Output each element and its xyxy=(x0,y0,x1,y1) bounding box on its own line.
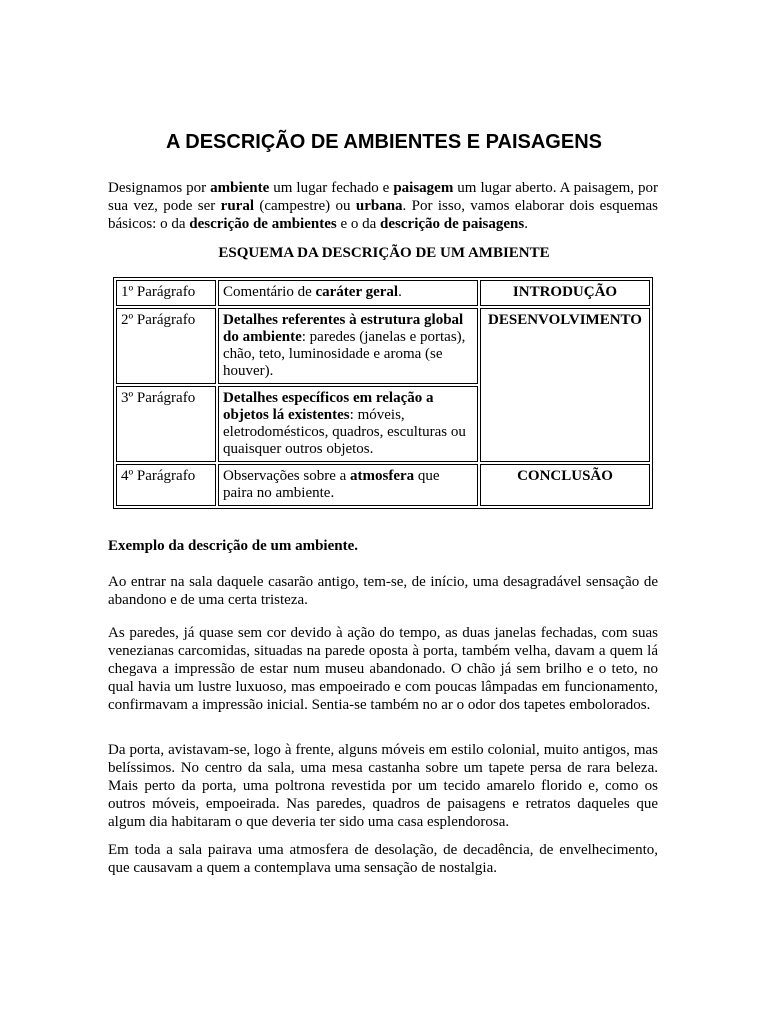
content-seg: : móveis, eletrodomésticos, quadros, esculturas ou quaisquer outros objetos. xyxy=(223,407,466,457)
example-heading: Exemplo da descrição de um ambiente. xyxy=(108,538,358,554)
row-content xyxy=(218,386,478,462)
intro-seg: e o da xyxy=(336,216,381,232)
example-paragraph: Da porta, avistavam-se, logo à frente, alguns móveis em estilo colonial, muito antigos, mas belíssimos. No centro da sala, uma mesa castanha sobre um tapete persa de rara beleza. Mais perto da porta, uma poltrona revestida por um tecido amarelo florido e, como os outros móveis, empoeirada. Nas paredes, quadros de paisagens e retratos daqueles que algum dia habitaram o que deveria ter sido uma casa esplendorosa. xyxy=(108,742,658,830)
content-seg: caráter geral xyxy=(315,284,399,300)
schema-title: ESQUEMA DA DESCRIÇÃO DE UM AMBIENTE xyxy=(218,245,550,261)
row-content xyxy=(218,308,478,384)
content-seg: atmosfera xyxy=(350,468,415,484)
intro-seg: . xyxy=(524,216,528,232)
table-row xyxy=(116,280,650,306)
table-row xyxy=(116,308,650,384)
row-label: 3º Parágrafo xyxy=(116,386,216,462)
example-paragraph: Em toda a sala pairava uma atmosfera de desolação, de decadência, de envelhecimento, que causavam a quem a contemplava uma sensação de nostalgia. xyxy=(108,842,658,876)
row-section: DESENVOLVIMENTO xyxy=(480,308,650,462)
row-label: 4º Parágrafo xyxy=(116,464,216,506)
intro-seg: descrição de paisagens xyxy=(380,216,525,232)
schema-table xyxy=(113,277,653,509)
intro-paragraph xyxy=(108,179,658,233)
table-row xyxy=(116,464,650,506)
content-seg: Detalhes referentes à estrutura global do ambiente xyxy=(223,312,464,345)
content-seg: Comentário de xyxy=(223,284,316,300)
row-label: 1º Parágrafo xyxy=(116,280,216,306)
row-label: 2º Parágrafo xyxy=(116,308,216,384)
content-seg: que paira no ambiente. xyxy=(223,468,440,501)
intro-seg: descrição de ambientes xyxy=(189,216,337,232)
intro-seg: rural xyxy=(220,198,254,214)
intro-seg: paisagem xyxy=(393,180,454,196)
intro-seg: um lugar fechado e xyxy=(269,180,394,196)
example-paragraph: Ao entrar na sala daquele casarão antigo, tem-se, de início, uma desagradável sensação de abandono e de uma certa tristeza. xyxy=(108,574,658,608)
row-section: CONCLUSÃO xyxy=(480,464,650,506)
content-seg: : paredes (janelas e portas), chão, teto, luminosidade e aroma (se houver). xyxy=(223,329,466,379)
row-section: INTRODUÇÃO xyxy=(480,280,650,306)
intro-seg: ambiente xyxy=(210,180,270,196)
content-seg: Detalhes específicos em relação a objetos lá existentes xyxy=(223,390,434,423)
intro-seg: (campestre) ou xyxy=(253,198,356,214)
page-title: A DESCRIÇÃO DE AMBIENTES E PAISAGENS xyxy=(166,131,602,153)
intro-seg: Designamos por xyxy=(108,180,211,196)
content-seg: Observações sobre a xyxy=(223,468,351,484)
row-content xyxy=(218,464,478,506)
content-seg: . xyxy=(398,284,402,300)
intro-seg: urbana xyxy=(355,198,403,214)
row-content xyxy=(218,280,478,306)
intro-seg: um lugar aberto. A paisagem, por sua vez, pode ser xyxy=(108,180,658,214)
intro-seg: . Por isso, vamos elaborar dois esquemas básicos: o da xyxy=(108,198,658,232)
example-paragraph: As paredes, já quase sem cor devido à ação do tempo, as duas janelas fechadas, com suas venezianas carcomidas, situadas na parede oposta à porta, também velha, davam a quem lá chegava a impressão de estar num museu abandonado. O chão já sem brilho e o teto, no qual havia um lustre luxuoso, mas empoeirado e com poucas lâmpadas em funcionamento, confirmavam a impressão inicial. Sentia-se também no ar o odor dos tapetes embolorados. xyxy=(108,625,658,713)
